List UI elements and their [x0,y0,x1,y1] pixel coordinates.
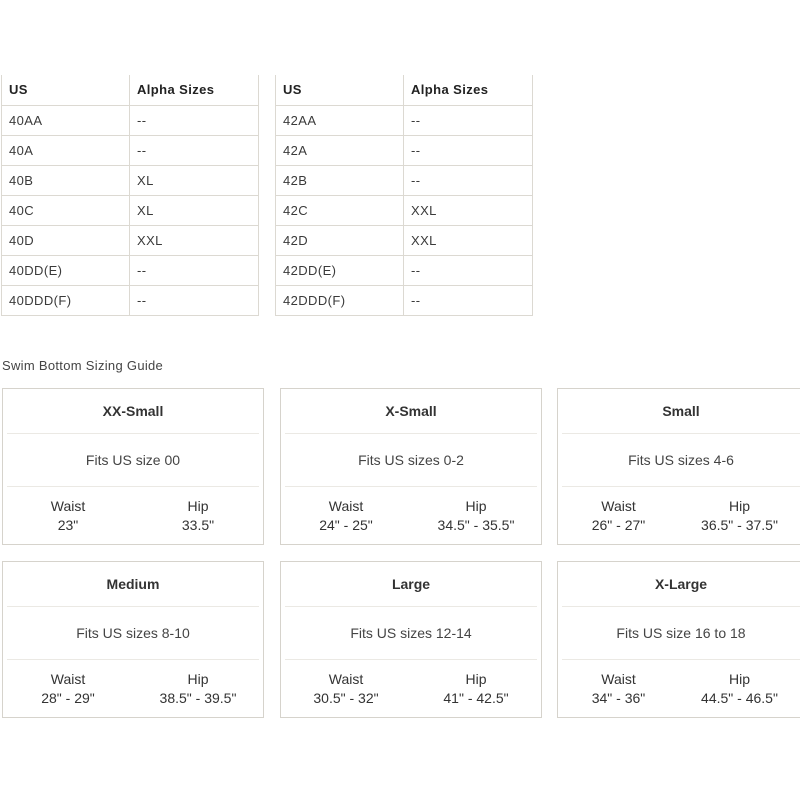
alpha-size-cell: -- [404,105,533,135]
us-size-cell: 40D [2,225,130,255]
size-card-measurements [3,660,263,706]
size-card-measurements [558,487,800,533]
alpha-size-cell: XL [130,165,259,195]
size-card-title: X-Small [285,389,537,434]
hip-label: Hip [187,671,209,687]
column-header-us: US [2,75,130,105]
alpha-size-cell: -- [404,285,533,315]
us-size-cell: 42C [276,195,404,225]
table-row [276,135,533,165]
waist-label: Waist [328,498,364,514]
table-row [2,195,259,225]
us-size-cell: 40DD(E) [2,255,130,285]
alpha-size-cell: XXL [404,225,533,255]
hip-value: 44.5" - 46.5" [701,690,778,706]
us-size-cell: 42DDD(F) [276,285,404,315]
size-card-fit: Fits US sizes 0-2 [285,434,537,487]
size-card-title: Large [285,562,537,607]
table-row [2,135,259,165]
waist-label: Waist [601,498,636,514]
size-card-medium [2,561,264,718]
size-card-xx-small [2,388,264,545]
us-size-cell: 40B [2,165,130,195]
waist-value: 26" - 27" [591,517,646,533]
waist-value: 30.5" - 32" [313,690,379,706]
hip-label: Hip [187,498,209,514]
hip-value: 38.5" - 39.5" [159,690,237,706]
table-row [276,105,533,135]
size-card-title: X-Large [562,562,800,607]
swim-bottom-guide-title: Swim Bottom Sizing Guide [2,358,164,373]
size-card-measurements [3,487,263,533]
us-size-cell: 40C [2,195,130,225]
hip-value: 41" - 42.5" [443,690,509,706]
table-header-row [2,75,259,105]
table-row [2,255,259,285]
us-size-cell: 42A [276,135,404,165]
alpha-size-cell: XXL [404,195,533,225]
size-card-title: XX-Small [7,389,259,434]
hip-label: Hip [465,498,487,514]
us-size-cell: 42AA [276,105,404,135]
size-card-fit: Fits US size 16 to 18 [562,607,800,660]
alpha-size-cell: -- [130,285,259,315]
size-card-title: Medium [7,562,259,607]
size-card-x-small [280,388,542,545]
us-size-cell: 42D [276,225,404,255]
table-row [276,225,533,255]
table-row [276,165,533,195]
size-card-large [280,561,542,718]
waist-label: Waist [50,498,86,514]
waist-value: 23" [57,517,79,533]
column-header-alpha: Alpha Sizes [404,75,533,105]
hip-label: Hip [728,498,750,514]
size-card-small [557,388,800,545]
waist-label: Waist [328,671,364,687]
table-row [276,255,533,285]
waist-value: 24" - 25" [319,517,373,533]
hip-value: 33.5" [181,517,215,533]
hip-value: 34.5" - 35.5" [437,517,515,533]
table-row [2,105,259,135]
alpha-size-cell: XL [130,195,259,225]
alpha-size-cell: XXL [130,225,259,255]
size-card-fit: Fits US sizes 12-14 [285,607,537,660]
table-row [276,285,533,315]
table-row [276,195,533,225]
size-card-measurements [281,487,541,533]
bra-size-table-40 [1,75,259,316]
alpha-size-cell: -- [130,255,259,285]
us-size-cell: 40A [2,135,130,165]
size-card-title: Small [562,389,800,434]
alpha-size-cell: -- [130,135,259,165]
hip-label: Hip [728,671,750,687]
us-size-cell: 42B [276,165,404,195]
size-card-x-large [557,561,800,718]
table-row [2,225,259,255]
us-size-cell: 42DD(E) [276,255,404,285]
alpha-size-cell: -- [404,135,533,165]
hip-value: 36.5" - 37.5" [701,517,778,533]
us-size-cell: 40DDD(F) [2,285,130,315]
column-header-alpha: Alpha Sizes [130,75,259,105]
alpha-size-cell: -- [404,165,533,195]
us-size-cell: 40AA [2,105,130,135]
table-row [2,285,259,315]
table-row [2,165,259,195]
waist-label: Waist [50,671,86,687]
table-header-row [276,75,533,105]
bra-size-table-42 [275,75,533,316]
alpha-size-cell: -- [130,105,259,135]
waist-value: 34" - 36" [591,690,646,706]
size-card-measurements [558,660,800,706]
size-card-fit: Fits US size 00 [7,434,259,487]
size-card-fit: Fits US sizes 4-6 [562,434,800,487]
alpha-size-cell: -- [404,255,533,285]
size-card-measurements [281,660,541,706]
waist-value: 28" - 29" [41,690,95,706]
column-header-us: US [276,75,404,105]
waist-label: Waist [601,671,636,687]
hip-label: Hip [465,671,487,687]
size-card-fit: Fits US sizes 8-10 [7,607,259,660]
